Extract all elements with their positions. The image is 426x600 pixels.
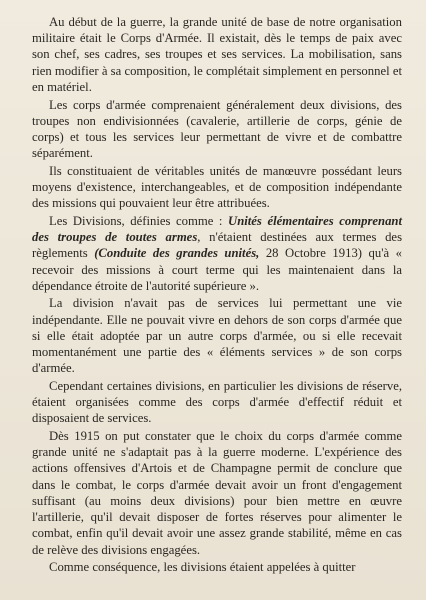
paragraph-6: Cependant certaines divisions, en particulier les divisions de réserve, étaient organisées comme des corps d'armée d'effectif réduit et disposaient de services.	[32, 378, 402, 426]
paragraph-2: Les corps d'armée comprenaient généralement deux divisions, des troupes non endivisionnées (cavalerie, artillerie de corps, génie de corps) et tous les services leur permettant de vivre et de combattre séparément.	[32, 97, 402, 161]
paragraph-divisions	[32, 213, 402, 294]
reglement-title: (Conduite des grandes unités,	[94, 246, 260, 261]
divisions-middle: , n'étaient destinées aux termes des règlements	[32, 230, 403, 261]
divisions-lead: Les Divisions, définies comme :	[49, 213, 229, 228]
paragraph-7: Dès 1915 on put constater que le choix du corps d'armée comme grande unité ne s'adaptait pas à la guerre moderne. L'expérience des actions offensives d'Artois et de Champagne permit de conclure que dans le combat, le corps d'armée devait avoir un front d'engagement suffisant (au moins deux divisions) pour bien mettre en œuvre l'artillerie, qu'il devait disposer de fortes réserves pour alimenter le combat, enfin qu'il devait avoir une assez grande stabilité, même en cas de relève des divisions engagées.	[32, 429, 402, 557]
divisions-end: 28 Octobre 1913) qu'à « recevoir des missions à court terme qui les maintenaient dans la dépendance étroite de l'autorité supérieure ».	[32, 246, 402, 293]
paragraph-8: Comme conséquence, les divisions étaient appelées à quitter	[49, 560, 356, 575]
paragraph-5: La division n'avait pas de services lui permettant une vie indépendante. Elle ne pouvait vivre en dehors de son corps d'armée que si elle était adoptée par un autre corps d'armée, ou si elle recevait momentanément une partie des « éléments services » de son corps d'armée.	[32, 296, 402, 376]
divisions-definition: Unités élémentaires comprenant des troupes de toutes armes	[32, 213, 402, 245]
paragraph-3: Ils constituaient de véritables unités de manœuvre possédant leurs moyens d'existence, interchangeables, et de composition indépendante des missions qui pouvaient leur être attribuées.	[32, 163, 402, 211]
paragraph-1: Au début de la guerre, la grande unité de base de notre organisation militaire était le Corps d'Armée. Il existait, dès le temps de paix avec son chef, ses cadres, ses troupes et ses services. La mobilisation, sans rien modifier à sa composition, le complétait simplement en personnel et en matériel.	[32, 15, 402, 94]
